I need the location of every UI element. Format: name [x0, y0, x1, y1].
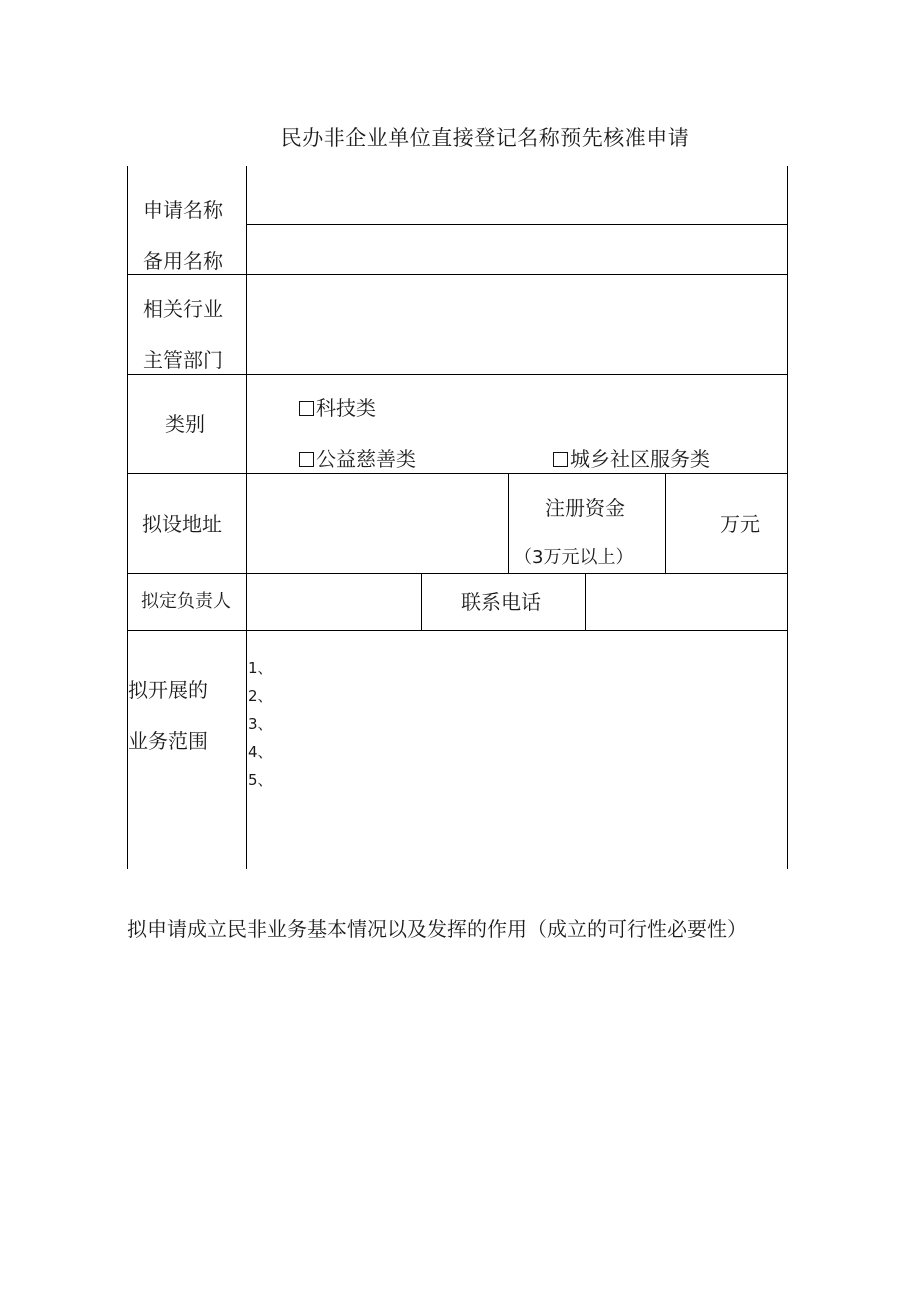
scope-item: 3、: [248, 715, 273, 733]
option-label: 城乡社区服务类: [570, 447, 710, 471]
capital-note: （3万元以上）: [514, 547, 634, 568]
capital-cell-divider: [665, 473, 666, 573]
address-label: 拟设地址: [142, 512, 222, 536]
row-divider: [246, 224, 787, 225]
row-divider: [127, 274, 787, 275]
row-divider: [127, 473, 787, 474]
capital-unit: 万元: [720, 512, 760, 536]
phone-label: 联系电话: [461, 590, 541, 614]
row-divider: [127, 630, 787, 631]
principal-cell-divider: [421, 573, 422, 630]
checkbox-icon: [553, 452, 568, 467]
page-title: 民办非企业单位直接登记名称预先核准申请: [280, 126, 690, 150]
category-label: 类别: [165, 412, 205, 436]
scope-label-line1: 拟开展的: [128, 678, 208, 702]
category-option-tech[interactable]: [299, 398, 376, 418]
row-divider: [127, 374, 787, 375]
checkbox-icon: [299, 452, 314, 467]
principal-label: 拟定负责人: [141, 591, 231, 612]
scope-item: 1、: [248, 659, 273, 677]
industry-dept-label-line1: 相关行业: [143, 297, 223, 321]
apply-name-label: 申请名称: [143, 198, 223, 222]
scope-item: 2、: [248, 687, 273, 705]
checkbox-icon: [299, 401, 314, 416]
backup-name-label: 备用名称: [143, 249, 223, 273]
label-column-divider: [246, 166, 247, 869]
industry-dept-label-line2: 主管部门: [143, 348, 223, 372]
category-option-community[interactable]: [553, 449, 710, 469]
phone-cell-divider: [585, 573, 586, 630]
capital-label: 注册资金: [545, 496, 625, 520]
row-divider: [127, 573, 787, 574]
section-heading: 拟申请成立民非业务基本情况以及发挥的作用（成立的可行性必要性）: [127, 917, 747, 941]
option-label: 科技类: [316, 396, 376, 420]
category-option-charity[interactable]: [299, 449, 416, 469]
table-border-right: [787, 166, 788, 869]
scope-item: 4、: [248, 743, 273, 761]
scope-item: 5、: [248, 771, 273, 789]
address-cell-divider: [508, 473, 509, 573]
option-label: 公益慈善类: [316, 447, 416, 471]
table-border-left: [127, 166, 128, 869]
scope-label-line2: 业务范围: [128, 729, 208, 753]
